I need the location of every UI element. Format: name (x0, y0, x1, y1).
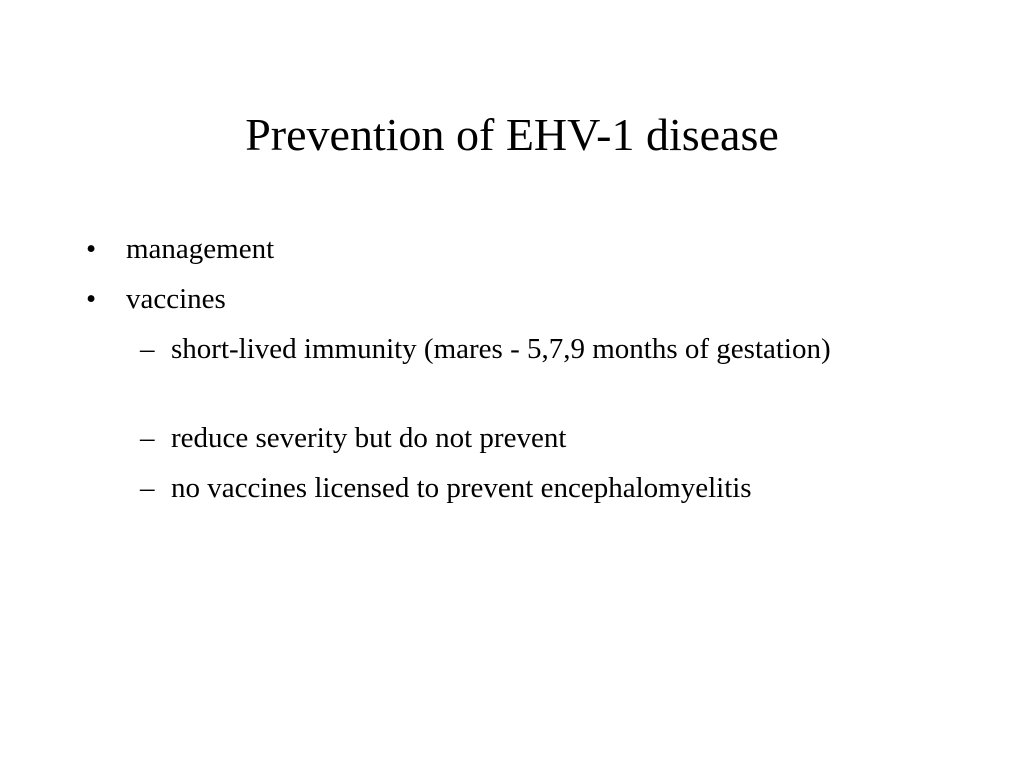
bullet-item-management (86, 232, 946, 266)
bullet-text: vaccines (126, 283, 226, 315)
dash-marker: – (140, 422, 155, 454)
sub-bullet-text: short-lived immunity (mares - 5,7,9 months of gestation) (171, 333, 831, 365)
sub-bullet-text: no vaccines licensed to prevent encephalomyelitis (171, 472, 752, 504)
dash-marker: – (140, 333, 155, 365)
dash-marker: – (140, 472, 155, 504)
sub-bullet-item-immunity (140, 330, 860, 369)
bullet-marker: • (86, 233, 97, 265)
slide-title: Prevention of EHV-1 disease (245, 109, 779, 160)
bullet-item-vaccines (86, 282, 946, 316)
bullet-marker: • (86, 283, 97, 315)
sub-bullet-text: reduce severity but do not prevent (171, 422, 567, 454)
sub-bullet-item-severity (140, 419, 860, 458)
sub-bullet-item-encephalomyelitis (140, 469, 860, 508)
bullet-text: management (126, 233, 275, 265)
